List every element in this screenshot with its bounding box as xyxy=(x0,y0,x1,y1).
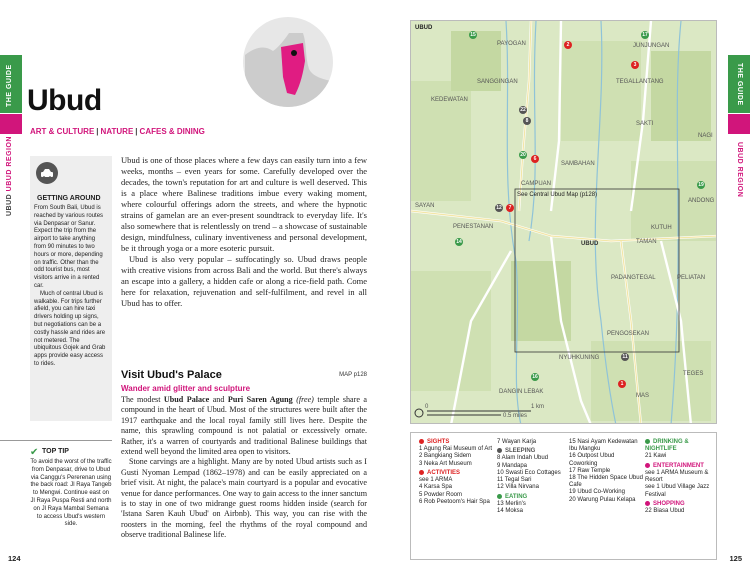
legend-drinking-head: DRINKING & NIGHTLIFE xyxy=(645,439,689,453)
getting-around-text: From South Bali, Ubud is reached by various routes via Denpasar or Sanur. Expect the trip from the airport to take anything from 90 minutes to two hours or more, depending on traffic. Other than the odd tourist bus, most visitors arrive in a rented car. Much of central Ubud is walkable. For trips further afield, you can hire taxi drivers holding up signs, but negotiations can be a costly hassle and rides are not metered. The ubiquitous Gojek and Grab apps provide easy access to rides. xyxy=(34,205,106,367)
sleeping-icon xyxy=(497,448,502,453)
guide-tab xyxy=(0,55,22,113)
legend-item: 19 Ubud Co-Working xyxy=(569,489,625,496)
legend-item: 6 Rob Peetoom's Hair Spa xyxy=(419,498,490,505)
legend-eating-head: EATING xyxy=(497,494,569,501)
page-number-right: 125 xyxy=(729,554,742,563)
marker-sight-1[interactable]: 1 xyxy=(618,380,626,388)
legend-item: 21 Kawi xyxy=(645,453,667,460)
marker-15[interactable]: 15 xyxy=(470,32,476,38)
legend-col-2 xyxy=(497,439,569,515)
entertainment-icon xyxy=(645,463,650,468)
top-tip-text: To avoid the worst of the traffic from Denpasar, drive to Ubud via Canggu's Pererenan using the back road: Jl Raya Tangeb to Mengwi. Continue east on Jl Raya Puspa Resti and north on Jl Raya Mambal Semana to access Ubud's western side. xyxy=(30,459,112,528)
marker-11[interactable]: 11 xyxy=(622,354,628,360)
map-legend xyxy=(410,432,717,560)
place-sakti: SAKTI xyxy=(636,121,654,127)
legend-item: 10 Swasti Eco Cottages xyxy=(497,469,561,476)
guide-tab-right-label: THE GUIDE xyxy=(736,63,743,106)
legend-item: 5 Powder Room xyxy=(419,491,463,498)
region-color-bar-right xyxy=(728,114,750,134)
marker-14[interactable]: 14 xyxy=(456,239,462,245)
section-title: Visit Ubud's Palace xyxy=(121,369,222,381)
legend-col-3 xyxy=(569,439,643,504)
page-number-left: 124 xyxy=(8,554,21,563)
region-tab-right xyxy=(728,138,750,220)
legend-item: see 1 ARMA Museum & Resort xyxy=(645,469,709,484)
legend-item: 22 Biasa Ubud xyxy=(645,508,685,515)
page-title: Ubud xyxy=(27,84,102,117)
marker-8[interactable]: 8 xyxy=(523,117,531,125)
region-tab-label: UBUD UBUD REGION xyxy=(6,136,13,216)
activities-icon xyxy=(419,470,424,475)
place-mas: MAS xyxy=(636,393,650,399)
place-ubud: UBUD xyxy=(581,241,599,247)
map-reference: MAP p128 xyxy=(339,372,367,378)
legend-item: see 1 ARMA xyxy=(419,477,453,484)
place-payogan: PAYOGAN xyxy=(497,41,526,47)
marker-19[interactable]: 19 xyxy=(698,182,704,188)
ubud-map[interactable] xyxy=(410,20,717,424)
car-icon xyxy=(36,162,58,184)
bali-locator-icon xyxy=(243,17,333,107)
place-taman: TAMAN xyxy=(636,239,657,245)
legend-item: 16 Outpost Ubud Coworking xyxy=(569,453,615,467)
legend-item: 12 Villa Nirvana xyxy=(497,484,539,491)
palace-section-header xyxy=(121,369,367,393)
marker-17[interactable]: 17 xyxy=(642,32,648,38)
sights-icon xyxy=(419,439,424,444)
legend-item: 20 Warung Pulau Kelapa xyxy=(569,496,636,503)
category-nature: NATURE xyxy=(100,127,134,136)
marker-sight-2[interactable]: 2 xyxy=(564,41,572,49)
place-nyuhkuning: NYUHKUNING xyxy=(559,355,600,361)
legend-col-4 xyxy=(645,439,715,515)
place-pengosekan: PENGOSEKAN xyxy=(607,331,650,337)
top-tip-box xyxy=(30,448,112,529)
drinking-icon xyxy=(645,439,650,444)
getting-around-title: GETTING AROUND xyxy=(37,195,101,202)
legend-activities-head: ACTIVITIES xyxy=(419,470,499,477)
top-tip-title: TOP TIP xyxy=(42,448,69,455)
marker-12[interactable]: 12 xyxy=(496,205,502,211)
place-sayan: SAYAN xyxy=(415,203,435,209)
legend-item: 17 Raw Temple xyxy=(569,467,611,474)
marker-22[interactable]: 22 xyxy=(520,107,526,113)
place-tegallantang: TEGALLANTANG xyxy=(616,79,664,85)
legend-item: 4 Karsa Spa xyxy=(419,484,453,491)
region-tab-right-label: UBUD REGION xyxy=(736,142,743,198)
place-padangtegal: PADANGTEGAL xyxy=(611,275,656,281)
marker-7[interactable]: 7 xyxy=(506,204,514,212)
tip-divider xyxy=(0,440,112,441)
place-campuan: CAMPUAN xyxy=(521,181,552,187)
legend-item: 8 Alam Indah Ubud xyxy=(497,455,549,462)
checkmark-icon: ✔ xyxy=(30,447,39,458)
legend-item: 13 Merlin's xyxy=(497,500,526,507)
legend-item: 9 Mandapa xyxy=(497,462,528,469)
marker-20[interactable]: 20 xyxy=(520,152,526,158)
scale-km: 1 km xyxy=(531,404,545,410)
legend-item: 3 Neka Art Museum xyxy=(419,460,472,467)
legend-col-1 xyxy=(419,439,499,506)
eating-icon xyxy=(497,494,502,499)
place-peliatan: PELIATAN xyxy=(677,275,706,281)
legend-item: 2 Bangkiang Sidem xyxy=(419,453,472,460)
place-penestanan: PENESTANAN xyxy=(453,224,494,230)
palace-section-body: The modest Ubud Palace and Puri Saren Agung (free) temple share a compound in the heart of Ubud. Most of the structures were built after the 1917 earthquake and the local royal family still lives here. Despite the name, this sprawling compound is not palatial or excessively ornate. Rather, it's a warren of courtyards and traditional Balinese buildings that extend well beyond the limited area open to visitors. Stone carvings are a highlight. Many are by noted Ubud artists such as I Gusti Nyoman Lempad (1862–1978) and can be easily appreciated on a brief visit. At night, the palace's main courtyard is a popular and evocative venue for dance performances. One way to gain access to the inner sanctum is to stay in one of two midrange guest rooms hidden inside (search for 'Istana Saren Kauh Ubud' on Airbnb). This way, you can rise with the roosters in the morning, feel the rhythms of the royal compound and observe traditional Balinese life. xyxy=(121,395,368,540)
scale-zero: 0 xyxy=(425,404,429,410)
getting-around-box xyxy=(30,156,112,421)
place-dangin-lebak: DANGIN LEBAK xyxy=(499,389,544,395)
region-tab xyxy=(0,138,22,220)
map-inset-label: See Central Ubud Map (p128) xyxy=(517,192,598,198)
place-sanggingan: SANGGINGAN xyxy=(477,79,518,85)
legend-item: 1 Agung Rai Museum of Art xyxy=(419,446,493,453)
intro-text: Ubud is one of those places where a few days can easily turn into a few weeks, months – even years for some. Carefully developed over the decades, the town's reputation for art and culture is well deserved. This is a place where Balinese traditions imbue every waking moment, where colourful offerings adorn the streets, and where the hypnotic strains of gamelan are an ever-present soundtrack to everyday life. It's also somewhere that is relentlessly on trend – a showcase of sustainable design, mindfulness, culinary inventiveness and personal development, be it through yoga or a more esoteric pursuit. Ubud is also very popular – suffocatingly so. Ubud draws people with creative visions from across Bali and the world. But there's always an escape into a gallery, a hidden cafe or along a rice-field path. Come here for relaxation, rejuvenation and self-fulfilment, and revel in all Ubud has to offer. xyxy=(121,155,367,308)
place-kutuh: KUTUH xyxy=(651,225,672,231)
place-junjungan: JUNJUNGAN xyxy=(633,43,670,49)
place-andong: ANDONG xyxy=(688,198,715,204)
category-list: ART & CULTURE | NATURE | CAFES & DINING xyxy=(30,127,205,136)
place-teges: TEGES xyxy=(683,371,704,377)
locator-map xyxy=(243,17,333,107)
legend-shopping-head: SHOPPING xyxy=(645,501,715,508)
map-background xyxy=(411,21,717,424)
guide-tab-right xyxy=(728,55,750,113)
marker-sight-3[interactable]: 3 xyxy=(631,61,639,69)
scale-miles: 0.5 miles xyxy=(503,413,528,419)
legend-sleeping-head: SLEEPING xyxy=(497,448,569,455)
legend-sights-head: SIGHTS xyxy=(419,439,499,446)
legend-item: 15 Nasi Ayam Kedewatan Ibu Mangku xyxy=(569,439,638,453)
place-kedewatan: KEDEWATAN xyxy=(431,97,468,103)
marker-6[interactable]: 6 xyxy=(531,155,539,163)
guide-tab-label: THE GUIDE xyxy=(6,64,13,107)
legend-item: 14 Moksa xyxy=(497,507,524,514)
category-art: ART & CULTURE xyxy=(30,127,95,136)
legend-item: 18 The Hidden Space Ubud Cafe xyxy=(569,475,643,489)
legend-entertainment-head: ENTERTAINMENT xyxy=(645,463,715,470)
legend-item: 11 Tegal Sari xyxy=(497,477,532,484)
region-color-bar xyxy=(0,114,22,134)
category-cafes: CAFES & DINING xyxy=(139,127,205,136)
place-nagi: NAGI xyxy=(698,133,713,139)
map-title: UBUD xyxy=(415,25,433,31)
legend-item: 7 Wayan Karja xyxy=(497,439,537,445)
place-sambahan: SAMBAHAN xyxy=(561,161,595,167)
shopping-icon xyxy=(645,501,650,506)
marker-16[interactable]: 16 xyxy=(532,374,538,380)
section-subtitle: Wander amid glitter and sculpture xyxy=(121,384,251,393)
legend-item: see 1 Ubud Village Jazz Festival xyxy=(645,484,710,498)
